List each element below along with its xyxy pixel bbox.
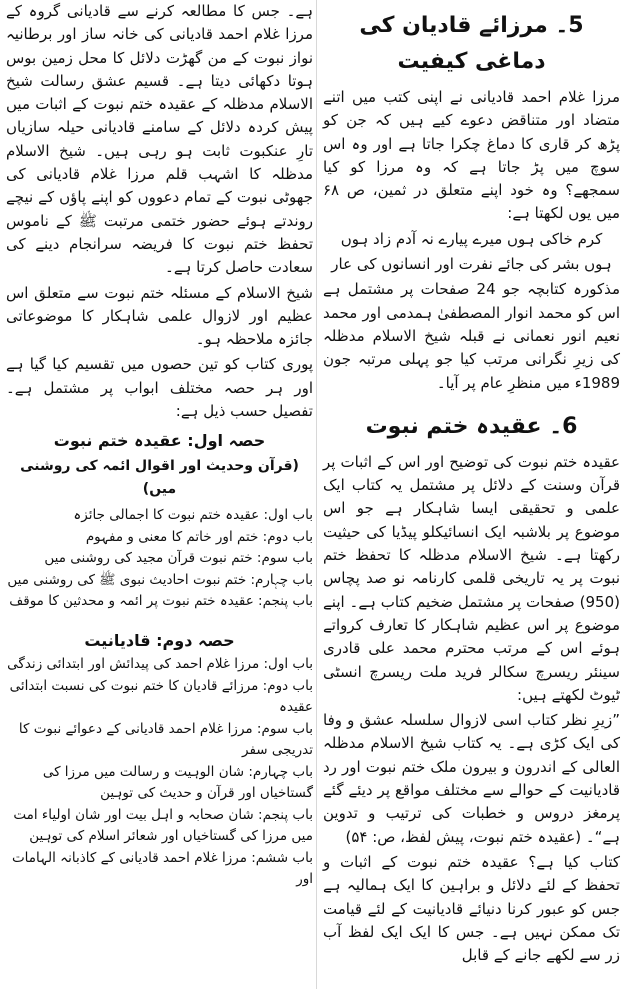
left-column bbox=[6, 0, 313, 989]
chapter-item: باب دوم: مرزائے قادیان کا ختم نبوت کی نسبت ابتدائی عقیدہ bbox=[9, 677, 313, 716]
heading-mental-state: 5۔ مرزائے قادیان کی دماغی کیفیت bbox=[359, 13, 584, 74]
paragraph: مرزا غلام احمد قادیانی نے اپنی کتب میں اتنے متضاد اور متناقض دعوے کیے ہیں کہ جن کو پڑھ کر قاری کا دماغ چکرا جاتا ہے اور وہ اس سوچ میں پڑ جاتا ہے کہ وہ مرزا کو کیا سمجھے؟ وہ خود اپنے متعلق در ثمین، ص ۶۸ میں یوں لکھتا ہے: bbox=[323, 88, 620, 223]
chapter-item: باب ششم: مرزا غلام احمد قادیانی کے کاذبانہ الہامات اور bbox=[11, 849, 313, 888]
paragraph: شیخ الاسلام کے مسئلہ ختم نبوت سے متعلق اس عظیم اور لازوال علمی شاہکار کا موضوعاتی جائزہ ملاحظہ ہو۔ bbox=[6, 283, 313, 349]
quote-paragraph: ”زیرِ نظر کتاب اسی لازوال سلسلہ عشق و وفا کی ایک کڑی ہے۔ یہ کتاب شیخ الاسلام مدظلہ العالی کے اندرون و بیرون ملک ختم نبوت اور رد قادیانیت کے حوالے سے مختلف مواقع پر دیئے گئے پرمغز دروس و خطبات کی ترتیب و تدوین ہے“۔ (عقیدہ ختم نبوت، پیش لفظ، ص: ۵۴) bbox=[323, 711, 620, 846]
verse-line: کرم خاکی ہوں میرے پیارے نہ آدم زاد ہوں bbox=[340, 229, 603, 248]
section-1-title: حصہ اول: عقیدہ ختم نبوت bbox=[53, 431, 266, 451]
verse-line: ہوں بشر کی جائے نفرت اور انسانوں کی عار bbox=[331, 255, 612, 274]
paragraph: ہے۔ جس کا مطالعہ کرنے سے قادیانی گروہ کے مرزا غلام احمد قادیانی کی خانہ ساز اور برطانیہ نواز نبوت کے من گھڑت دلائل کا محل زمین بوس ہوتا دکھائی دیتا ہے۔ قسیم عشق رسالت شیخ الاسلام مدظلہ کے عقیدہ ختم نبوت کے اثبات میں پیش کردہ دلائل کے سامنے قادیانی حیلہ سازیاں تارِ عنکبوت ثابت ہو رہی ہیں۔ شیخ الاسلام مدظلہ کا اشہب قلم مرزا غلام قادیانی کی جھوٹی نبوت کے تمام دعووں کو اپنے پاؤں کے نیچے روندتے ہوئے حضور ختمی مرتبت ﷺ کے ناموس تحفظ ختم نبوت کا فریضہ سرانجام دینے کی سعادت حاصل کرتا ہے۔ bbox=[6, 2, 313, 277]
chapter-item: باب اول: عقیدہ ختم نبوت کا اجمالی جائزہ bbox=[73, 507, 313, 524]
chapter-item: باب دوم: ختم اور خاتم کا معنی و مفہوم bbox=[85, 528, 313, 545]
chapter-item: باب سوم: مرزا غلام احمد قادیانی کے دعوائے نبوت کا تدریجی سفر bbox=[18, 720, 313, 759]
chapter-item: باب پنجم: شان صحابہ و اہل بیت اور شان اولیاء امت میں مرزا کی گستاخیاں اور شعائر اسلام کی توہین bbox=[13, 806, 313, 845]
chapter-item: باب چہارم: ختم نبوت احادیث نبوی ﷺ کی روشنی میں bbox=[7, 571, 313, 588]
section-2-title: حصہ دوم: قادیانیت bbox=[84, 630, 235, 650]
paragraph: عقیدہ ختم نبوت کی توضیح اور اس کے اثبات پر قرآن وسنت کے دلائل پر مشتمل یہ کتاب ایک علمی و تحقیقی ایسا شاہکار ہے جو اس موضوع پر بلاشبہ ایک انسائیکلو پیڈیا کی حیثیت رکھتا ہے۔ شیخ الاسلام مدظلہ کا تحفظ ختم نبوت پر یہ تاریخی قلمی کارنامہ نو صد پچاس (950) صفحات پر مشتمل ضخیم کتاب ہے۔ اپنے موضوع پر اس عظیم شاہکار کا تعارف کرواتے ہوئے اس کے مرتب محترم محمد علی قادری سینئر ریسرچ سکالر فرید ملت ریسرچ انسٹی ٹیوٹ لکھتے ہیں: bbox=[323, 452, 620, 704]
chapter-item: باب چہارم: شان الوہیت و رسالت میں مرزا کی گستاخیاں اور قرآن و حدیث کی توہین bbox=[42, 763, 313, 802]
paragraph: کتاب کیا ہے؟ عقیدہ ختم نبوت کے اثبات و تحفظ کے لئے دلائل و براہین کا ایک ہمالیہ ہے جس کو عبور کرنا دنیائے قادیانیت کے لئے قیامت تک ممکن نہیں ہے۔ جس کا ایک ایک لفظ آب زر سے لکھے جانے کے قابل bbox=[323, 852, 620, 965]
chapter-item: باب پنجم: عقیدہ ختم نبوت پر ائمہ و محدثین کا موقف bbox=[9, 593, 313, 610]
section-1-chapter-list bbox=[6, 505, 313, 613]
paragraph: مذکورہ کتابچہ جو 24 صفحات پر مشتمل ہے اس کو محمد انوار المصطفیٰ ہمدمی اور محمد نعیم انور نعمانی نے قبلہ شیخ الاسلام مدظلہ کی زیرِ نگرانی مرتب کیا جو پہلی مرتبہ جون 1989ء میں منظرِ عام پر آیا۔ bbox=[323, 280, 621, 392]
chapter-item: باب اول: مرزا غلام احمد کی پیدائش اور ابتدائی زندگی bbox=[7, 656, 313, 673]
paragraph: پوری کتاب کو تین حصوں میں تقسیم کیا گیا ہے اور ہر حصہ مختلف ابواب پر مشتمل ہے۔ تفصیل حسب ذیل ہے: bbox=[6, 355, 313, 421]
section-2-chapter-list bbox=[6, 654, 313, 891]
section-1-subtitle: (قرآن وحدیث اور اقوال ائمہ کی روشنی میں) bbox=[20, 457, 299, 497]
column-divider bbox=[316, 0, 317, 989]
heading-khatm-e-nabuwwat: 6۔ عقیدہ ختم نبوت bbox=[365, 413, 578, 439]
right-column bbox=[323, 0, 620, 989]
chapter-item: باب سوم: ختم نبوت قرآن مجید کی روشنی میں bbox=[44, 550, 313, 567]
